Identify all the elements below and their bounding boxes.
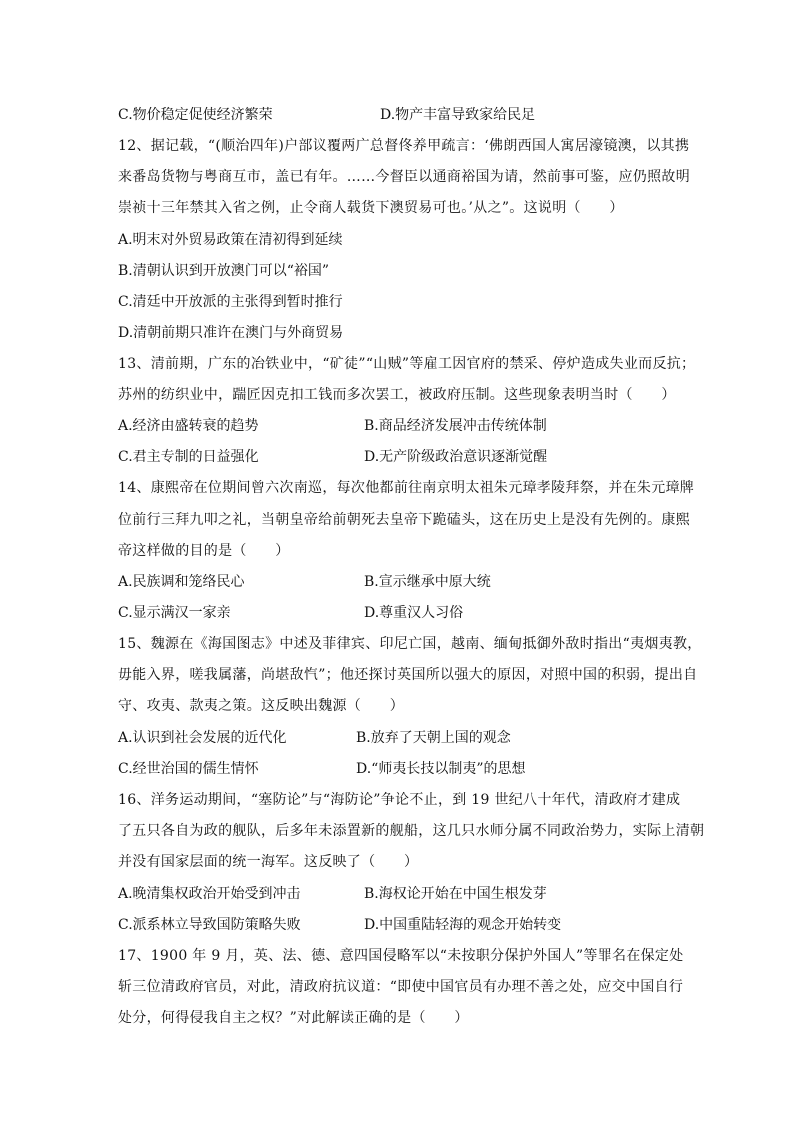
q16-option-d: D.中国重陆轻海的观念开始转变 xyxy=(364,917,562,933)
q15-option-c: C.经世治国的儒生情怀 xyxy=(118,761,259,777)
q13-option-c: C.君主专制的日益强化 xyxy=(118,449,259,465)
q14-option-a: A.民族调和笼络民心 xyxy=(118,574,245,590)
q14-option-b: B.宣示继承中原大统 xyxy=(364,574,491,590)
q17-stem-line-2: 斩三位清政府官员，对此，清政府抗议道：“即使中国官员有办理不善之处，应交中国自行 xyxy=(118,979,684,995)
q15-stem-line-2: 毋能入界，嗟我属藩，尚堪敌忾”；他还探讨英国所以强大的原因，对照中国的积弱，提出自 xyxy=(118,667,698,683)
q16-option-a: A.晚清集权政治开始受到冲击 xyxy=(118,886,301,902)
q14-stem-line-1: 14、康熙帝在位期间曾六次南巡，每次他都前往南京明太祖朱元璋孝陵拜祭，并在朱元璋牌 xyxy=(118,480,695,496)
q17-stem-line-1: 17、1900 年 9 月，英、法、德、意四国侵略军以“未按职分保护外国人”等罪名在保定处 xyxy=(118,948,684,964)
q12-option-d: D.清朝前期只准许在澳门与外商贸易 xyxy=(118,325,344,341)
q11-option-c: C.物价稳定促使经济繁荣 xyxy=(118,107,273,123)
q12-option-a: A.明末对外贸易政策在清初得到延续 xyxy=(118,232,343,248)
q12-stem-line-1: 12、据记载，“(顺治四年)户部议覆两广总督佟养甲疏言：‘佛朗西国人寓居濠镜澳，以其携 xyxy=(118,138,690,154)
q12-option-c: C.清廷中开放派的主张得到暂时推行 xyxy=(118,294,343,310)
q14-stem-line-2: 位前行三拜九叩之礼，当朝皇帝给前朝死去皇帝下跪磕头，这在历史上是没有先例的。康熙 xyxy=(118,512,690,528)
q12-stem-line-2: 来番岛货物与粤商互市，盖已有年。……今督臣以通商裕国为请，然前事可鉴，应仍照故明 xyxy=(118,169,690,185)
q12-option-b: B.清朝认识到开放澳门可以“裕国” xyxy=(118,263,330,279)
q16-stem-line-2: 了五只各自为政的舰队，后多年未添置新的舰船，这几只水师分属不同政治势力，实际上清朝 xyxy=(118,823,705,839)
q16-option-b: B.海权论开始在中国生根发芽 xyxy=(364,886,547,902)
q16-stem-line-3: 并没有国家层面的统一海军。这反映了（ ） xyxy=(118,854,419,870)
q15-stem-line-1: 15、魏源在《海国图志》中述及菲律宾、印尼亡国，越南、缅甸抵御外敌时指出“夷烟夷教， xyxy=(118,636,702,652)
q15-stem-line-3: 守、攻夷、款夷之策。这反映出魏源（ ） xyxy=(118,698,404,714)
q14-stem-line-3: 帝这样做的目的是（ ） xyxy=(118,543,290,559)
q14-option-d: D.尊重汉人习俗 xyxy=(364,605,464,621)
q13-stem-line-1: 13、清前期，广东的冶铁业中，“矿徒”“山贼”等雇工因官府的禁采、停炉造成失业而反抗； xyxy=(118,356,696,372)
q16-option-c: C.派系林立导致国防策略失败 xyxy=(118,917,301,933)
q11-option-d: D.物产丰富导致家给民足 xyxy=(380,107,536,123)
q15-option-a: A.认识到社会发展的近代化 xyxy=(118,730,287,746)
q13-stem-line-2: 苏州的纺织业中，踹匠因克扣工钱而多次罢工，被政府压制。这些现象表明当时（ ） xyxy=(118,387,676,403)
q12-stem-line-3: 崇祯十三年禁其入省之例，止令商人载货下澳贸易可也。’从之”。这说明（ ） xyxy=(118,200,624,216)
q17-stem-line-3: 处分，何得侵我自主之权？”对此解读正确的是（ ） xyxy=(118,1010,469,1026)
q13-option-d: D.无产阶级政治意识逐渐觉醒 xyxy=(364,449,548,465)
q14-option-c: C.显示满汉一家亲 xyxy=(118,605,231,621)
q15-option-b: B.放弃了天朝上国的观念 xyxy=(356,730,511,746)
q15-option-d: D.“师夷长技以制夷”的思想 xyxy=(356,761,526,777)
q13-option-b: B.商品经济发展冲击传统体制 xyxy=(364,418,547,434)
q16-stem-line-1: 16、洋务运动期间，“塞防论”与“海防论”争论不止，到 19 世纪八十年代，清政府才建成 xyxy=(118,792,681,808)
q13-option-a: A.经济由盛转衰的趋势 xyxy=(118,418,259,434)
